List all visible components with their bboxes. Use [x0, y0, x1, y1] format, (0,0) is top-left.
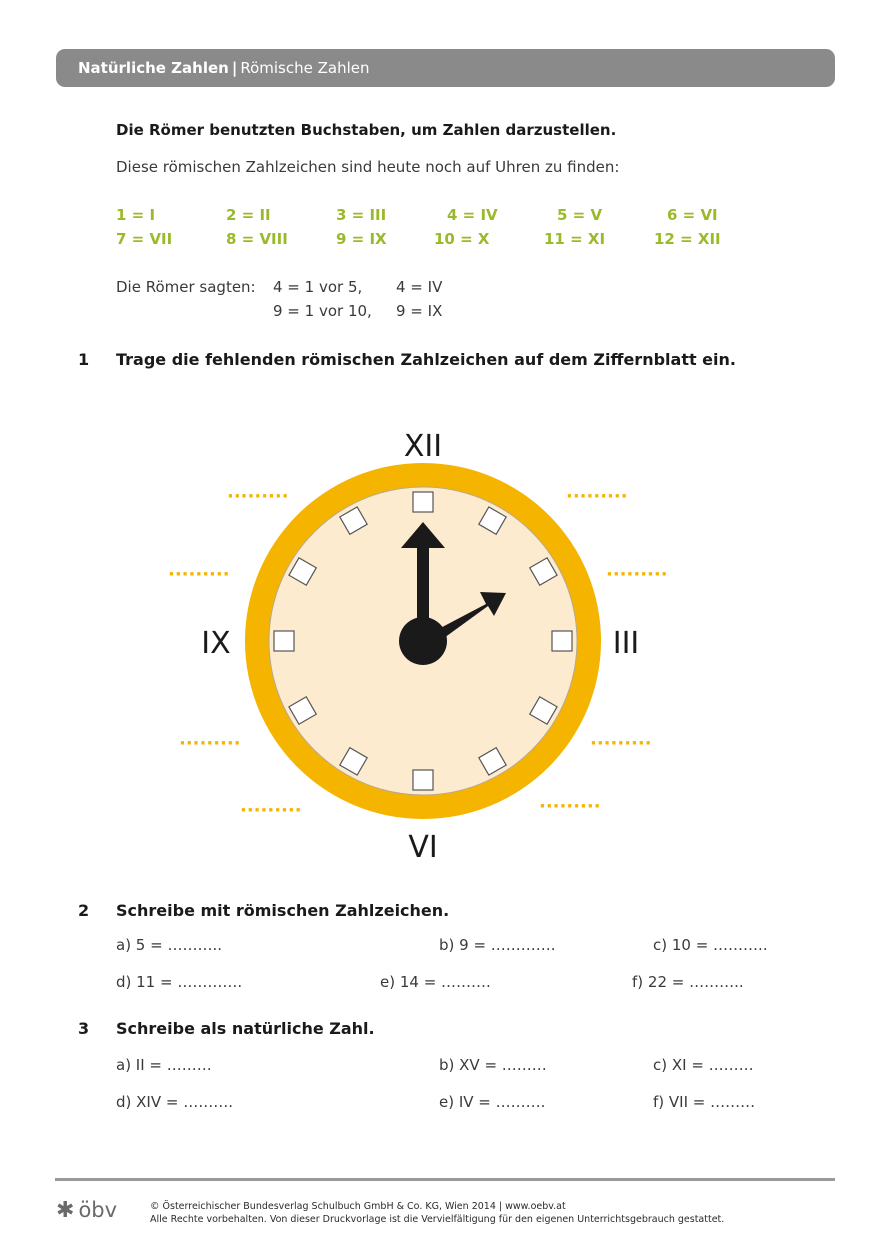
- task3-item-b[interactable]: b) XV = ………: [439, 1056, 547, 1074]
- rights-line: Alle Rechte vorbehalten. Von dieser Druckvorlage ist die Vervielfältigung für den eigenen Unterrichtsgebrauch gestattet.: [150, 1214, 725, 1225]
- roman-entry: 1 = I: [116, 206, 156, 224]
- saying-label: Die Römer sagten:: [116, 278, 256, 296]
- task2-item-f[interactable]: f) 22 = ………..: [632, 973, 744, 991]
- hour-marker-box: [413, 770, 433, 790]
- task2-item-e[interactable]: e) 14 = ……….: [380, 973, 491, 991]
- intro-text: Diese römischen Zahlzeichen sind heute noch auf Uhren zu finden:: [116, 158, 620, 176]
- task3-number: 3: [78, 1019, 90, 1038]
- logo-text: öbv: [78, 1198, 118, 1222]
- saying-line2-a: 9 = 1 vor 10,: [273, 302, 372, 320]
- task1-number: 1: [78, 350, 90, 369]
- answer-blank-viii[interactable]: ·········: [179, 733, 241, 754]
- publisher-logo: [56, 1198, 117, 1223]
- clock-label-xii: XII: [403, 429, 443, 464]
- task1-instruction: Trage die fehlenden römischen Zahlzeichen auf dem Ziffernblatt ein.: [116, 350, 736, 369]
- saying-line1-b: 4 = IV: [396, 278, 443, 296]
- header-subtopic: Römische Zahlen: [240, 59, 370, 77]
- saying-line1-a: 4 = 1 vor 5,: [273, 278, 363, 296]
- roman-entry: 3 = III: [336, 206, 387, 224]
- task2-number: 2: [78, 901, 90, 920]
- clock-label-ix: IX: [201, 626, 231, 661]
- task3-item-a[interactable]: a) II = ………: [116, 1056, 212, 1074]
- roman-entry: 2 = II: [226, 206, 271, 224]
- task2-item-b[interactable]: b) 9 = ………….: [439, 936, 556, 954]
- task2-item-c[interactable]: c) 10 = ………..: [653, 936, 768, 954]
- task3-instruction: Schreibe als natürliche Zahl.: [116, 1019, 375, 1038]
- footer-copyright: [150, 1200, 724, 1226]
- answer-blank-i[interactable]: ·········: [566, 486, 628, 507]
- roman-entry: 8 = VIII: [226, 230, 288, 248]
- header-topic: Natürliche Zahlen: [78, 59, 229, 77]
- roman-entry: 4 = IV: [447, 206, 498, 224]
- hour-marker-box: [413, 492, 433, 512]
- task2-item-d[interactable]: d) 11 = ………….: [116, 973, 243, 991]
- task3-item-e[interactable]: e) IV = ……….: [439, 1093, 546, 1111]
- task2-item-a[interactable]: a) 5 = ………..: [116, 936, 222, 954]
- clock-label-iii: III: [612, 626, 640, 661]
- hour-marker-box: [552, 631, 572, 651]
- answer-blank-xi[interactable]: ·········: [227, 486, 289, 507]
- task3-item-f[interactable]: f) VII = ………: [653, 1093, 756, 1111]
- roman-entry: 12 = XII: [654, 230, 721, 248]
- answer-blank-x[interactable]: ·········: [168, 564, 230, 585]
- copyright-line: © Österreichischer Bundesverlag Schulbuch GmbH & Co. KG, Wien 2014 | www.oebv.at: [150, 1201, 566, 1212]
- answer-blank-v[interactable]: ·········: [539, 796, 601, 817]
- asterisk-logo-icon: ✱: [56, 1198, 75, 1223]
- answer-blank-iv[interactable]: ·········: [590, 733, 652, 754]
- answer-blank-vii[interactable]: ·········: [240, 800, 302, 821]
- task3-item-c[interactable]: c) XI = ………: [653, 1056, 754, 1074]
- header-separator: |: [231, 59, 238, 77]
- roman-entry: 6 = VI: [667, 206, 718, 224]
- roman-entry: 11 = XI: [544, 230, 606, 248]
- clock-center-hub: [399, 617, 447, 665]
- saying-line2-b: 9 = IX: [396, 302, 443, 320]
- roman-entry: 10 = X: [434, 230, 490, 248]
- footer-divider: [55, 1178, 835, 1181]
- task3-item-d[interactable]: d) XIV = ……….: [116, 1093, 233, 1111]
- clock-label-vi: VI: [408, 830, 438, 865]
- hour-marker-box: [274, 631, 294, 651]
- roman-entry: 7 = VII: [116, 230, 173, 248]
- answer-blank-ii[interactable]: ·········: [606, 564, 668, 585]
- roman-entry: 9 = IX: [336, 230, 387, 248]
- intro-heading: Die Römer benutzten Buchstaben, um Zahlen darzustellen.: [116, 121, 617, 139]
- task2-instruction: Schreibe mit römischen Zahlzeichen.: [116, 901, 450, 920]
- roman-entry: 5 = V: [557, 206, 603, 224]
